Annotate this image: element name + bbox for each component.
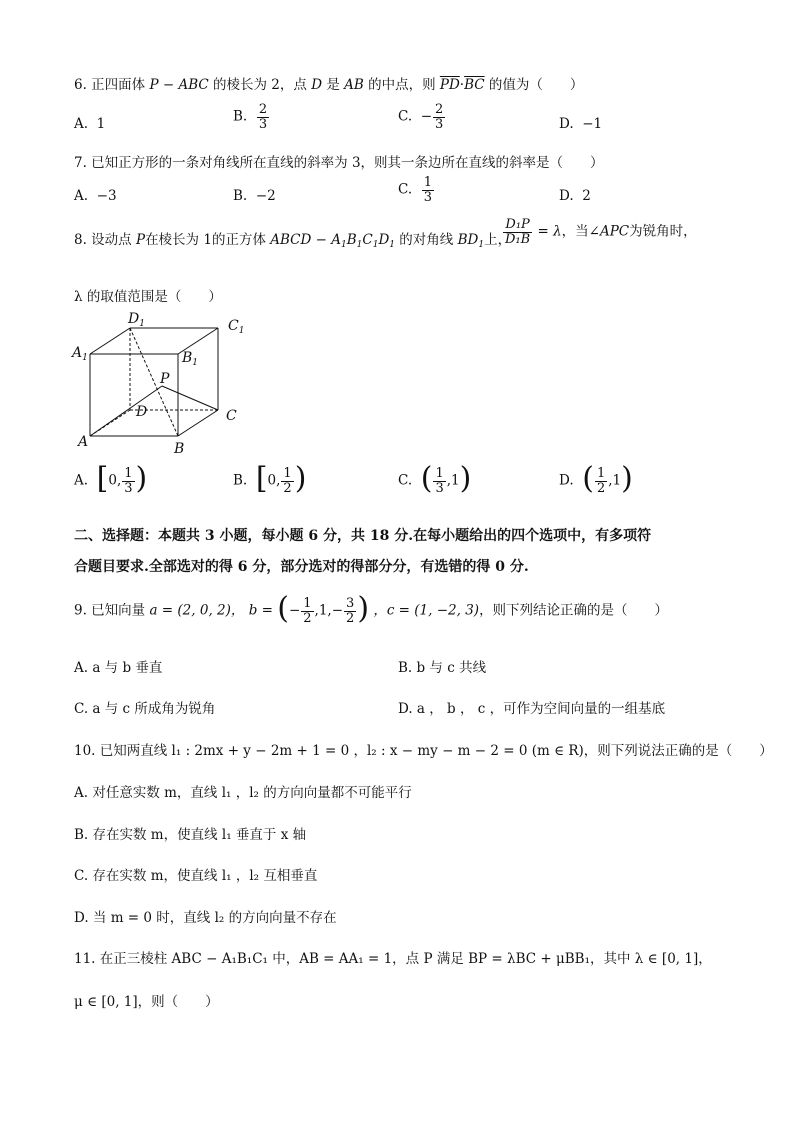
q6-stem-text: 的中点，则 xyxy=(368,77,436,93)
option-value: 1 xyxy=(96,116,106,132)
q8-stem xyxy=(74,228,511,250)
label-b: B xyxy=(174,441,185,457)
denominator: 3 xyxy=(435,116,444,132)
q8-ratio xyxy=(502,218,697,246)
option-value: −2 xyxy=(255,188,276,204)
subscript: 1 xyxy=(478,240,485,250)
segment-ap xyxy=(90,386,162,436)
fraction xyxy=(595,467,607,495)
q10-option-d[interactable]: D. 当 m = 0 时，直线 l₂ 的方向向量不存在 xyxy=(74,910,337,926)
q6-stem-text: 是 xyxy=(326,77,340,93)
numerator: 2 xyxy=(258,102,268,117)
q6-stem xyxy=(74,73,583,93)
numerator: 1 xyxy=(124,465,133,481)
q9-option-a[interactable]: A. a 与 b 垂直 xyxy=(74,660,163,676)
section2-heading: 二、选择题：本题共 3 小题，每小题 6 分，共 18 分.在每小题给出的四个选项中，有多项符 xyxy=(74,528,652,544)
numerator: 1 xyxy=(435,465,444,481)
cube-base: ABCD − A xyxy=(270,232,341,248)
q6-dot: · xyxy=(459,77,465,93)
denominator: 3 xyxy=(435,480,444,496)
fraction xyxy=(433,103,445,131)
section2-heading-cont: 合题目要求.全部选对的得 6 分，部分选对的得部分分，有选错的得 0 分. xyxy=(74,559,529,575)
label-a: A xyxy=(78,434,89,450)
label-p: P xyxy=(160,371,170,387)
option-label: B. xyxy=(233,188,248,204)
q9-stem-text: ，则下列结论正确的是（ ） xyxy=(479,602,669,619)
option-value: −1 xyxy=(582,116,603,132)
label-c: C xyxy=(226,408,237,424)
option-label: A. xyxy=(74,188,89,204)
option-label: B. xyxy=(233,108,248,125)
edge-ad xyxy=(90,410,130,436)
diagonal-letters: BD xyxy=(457,232,479,248)
label-a1: $A_1$ xyxy=(72,345,88,363)
option-label: C. xyxy=(398,472,413,489)
sign: − xyxy=(420,108,433,125)
option-label: A. xyxy=(74,116,89,132)
option-label: B. xyxy=(233,472,248,489)
angle-apc: APC xyxy=(599,223,630,240)
option-label: D. xyxy=(559,188,574,204)
q6-point-d: D xyxy=(311,77,323,93)
option-value: 0, xyxy=(108,472,122,489)
denominator: 2 xyxy=(283,480,292,496)
q11-stem: 11. 在正三棱柱 ABC − A₁B₁C₁ 中，AB = AA₁ = 1，点 P 满足 BP = λBC + μBB₁，其中 λ ∈ [0, 1]， xyxy=(74,951,712,967)
option-label: D. xyxy=(559,472,574,489)
q6-tetrahedron: P − ABC xyxy=(149,77,209,93)
fraction xyxy=(422,176,434,204)
denominator: 3 xyxy=(124,480,133,496)
q9-option-c[interactable]: C. a 与 c 所成角为锐角 xyxy=(74,701,216,717)
q8-option-d[interactable] xyxy=(559,461,633,496)
fraction xyxy=(344,597,356,625)
vertex: B xyxy=(346,232,357,248)
bracket-right: ) xyxy=(357,591,370,626)
bracket-right: ) xyxy=(459,461,472,496)
bracket-left: [ xyxy=(255,461,268,496)
q7-option-a[interactable] xyxy=(74,188,117,204)
option-value: ,1 xyxy=(446,472,460,489)
bracket-left: ( xyxy=(582,461,594,496)
fraction xyxy=(122,467,134,495)
q8-line2: λ 的取值范围是（ ） xyxy=(74,289,222,305)
label-c1: $C_1$ xyxy=(228,318,245,336)
option-value: −3 xyxy=(96,188,117,204)
q10-option-c[interactable]: C. 存在实数 m，使直线 l₁ ，l₂ 互相垂直 xyxy=(74,868,318,884)
q9-option-d[interactable]: D. a ， b ， c ，可作为空间向量的一组基底 xyxy=(398,701,666,717)
segment-pc xyxy=(162,386,218,410)
option-value: 2 xyxy=(582,188,591,204)
q6-vector-pd: $\overline{PD}$ xyxy=(439,77,460,93)
q8-option-b[interactable] xyxy=(233,461,307,496)
q7-option-d[interactable] xyxy=(559,188,591,204)
vertex: D xyxy=(378,232,390,248)
label-b1: $B_1$ xyxy=(182,350,199,368)
q6-option-b[interactable] xyxy=(233,103,270,131)
denominator: 2 xyxy=(303,610,312,626)
fraction xyxy=(503,218,532,246)
denominator: 2 xyxy=(596,480,606,496)
option-label: D. xyxy=(559,116,574,132)
vector-c-def: ，c = (1, −2, 3) xyxy=(373,602,480,619)
denominator: 2 xyxy=(346,610,355,626)
q8-cube-figure xyxy=(70,308,260,458)
q8-cube-name xyxy=(270,232,395,248)
option-value: 0, xyxy=(267,472,281,489)
fraction xyxy=(257,103,269,131)
q9-stem: 9. 已知向量 a = (2, 0, 2)， b = (− $\frac{1}{2}$ ,1,− $\frac{3}{2}$ ) ，c = (1, −2, 3)，则下列结论正确的是（ ） xyxy=(74,591,669,626)
bracket-right: ) xyxy=(294,461,307,496)
q6-vector-bc: $\overline{BC}$ xyxy=(464,77,485,93)
bracket-right: ) xyxy=(621,461,633,496)
numerator: D₁P xyxy=(505,217,530,232)
q8-stem-text: 上， xyxy=(484,232,512,248)
q9-stem-text: 9. 已知向量 xyxy=(74,602,146,619)
bracket-left: ( xyxy=(277,591,289,626)
bracket-left: [ xyxy=(96,461,109,496)
q8-diagonal xyxy=(458,232,484,248)
q8-stem-text: ，当∠ xyxy=(561,223,600,240)
q10-option-a[interactable]: A. 对任意实数 m，直线 l₁ ，l₂ 的方向向量都不可能平行 xyxy=(74,785,412,801)
vector-b-mid: ,1,− xyxy=(314,602,344,619)
q6-option-a[interactable] xyxy=(74,116,105,132)
vertex: C xyxy=(362,232,373,248)
edge-bc xyxy=(178,410,218,436)
q11-stem-cont: μ ∈ [0, 1]，则（ ） xyxy=(74,994,219,1010)
fraction xyxy=(281,467,293,495)
q10-option-b[interactable]: B. 存在实数 m，使直线 l₁ 垂直于 x 轴 xyxy=(74,827,307,843)
q8-point-p: P xyxy=(135,232,146,248)
numerator: 2 xyxy=(435,102,444,117)
vector-a-def: a = (2, 0, 2)， xyxy=(149,602,245,619)
numerator: 1 xyxy=(423,175,433,190)
subscript: 1 xyxy=(340,240,347,250)
q6-segment-ab: AB xyxy=(344,77,364,93)
bracket-left: ( xyxy=(420,461,433,496)
q7-option-b[interactable] xyxy=(233,188,276,204)
q8-option-a[interactable] xyxy=(74,461,148,496)
option-label: C. xyxy=(398,108,413,125)
label-d1: $D_1$ xyxy=(128,311,145,329)
denominator: 3 xyxy=(423,189,433,205)
label-d: D xyxy=(136,404,148,420)
vector-b-name: b = xyxy=(248,602,278,619)
q8-stem-text: 的对角线 xyxy=(399,232,454,248)
numerator: 1 xyxy=(283,465,292,481)
q7-stem: 7. 已知正方形的一条对角线所在直线的斜率为 3，则其一条边所在直线的斜率是（ ） xyxy=(74,155,604,171)
q6-stem-text: 的棱长为 2，点 xyxy=(213,77,307,93)
q7-option-c[interactable] xyxy=(398,176,435,204)
option-label: C. xyxy=(398,181,413,198)
numerator: 1 xyxy=(596,465,606,481)
q6-option-c[interactable] xyxy=(398,103,446,131)
option-label: A. xyxy=(74,472,89,489)
option-value: ,1 xyxy=(608,472,622,489)
q8-stem-text: 在棱长为 1的正方体 xyxy=(145,232,266,248)
q6-option-d[interactable] xyxy=(559,116,602,132)
q10-stem: 10. 已知两直线 l₁ : 2mx + y − 2m + 1 = 0 ，l₂ : x − my − m − 2 = 0 (m ∈ R)，则下列说法正确的是（ ） xyxy=(74,743,773,759)
denominator: 3 xyxy=(258,116,268,132)
numerator: 3 xyxy=(346,595,355,611)
fraction xyxy=(301,597,313,625)
subscript: 1 xyxy=(356,240,363,250)
fraction xyxy=(433,467,445,495)
q9-option-b[interactable]: B. b 与 c 共线 xyxy=(398,660,487,676)
numerator: 1 xyxy=(303,595,312,611)
edge-a1d1 xyxy=(90,328,130,354)
lambda-eq: = λ xyxy=(537,223,562,240)
q8-option-c[interactable] xyxy=(398,461,472,496)
subscript: 1 xyxy=(389,240,395,250)
q6-stem-text: 的值为（ ） xyxy=(488,77,584,93)
subscript: 1 xyxy=(372,240,379,250)
bracket-right: ) xyxy=(135,461,148,496)
denominator: D₁B xyxy=(505,231,531,247)
q8-stem-text: 为锐角时， xyxy=(629,223,697,240)
q6-stem-text: 6. 正四面体 xyxy=(74,77,146,93)
q8-stem-text: 8. 设动点 xyxy=(74,232,132,248)
